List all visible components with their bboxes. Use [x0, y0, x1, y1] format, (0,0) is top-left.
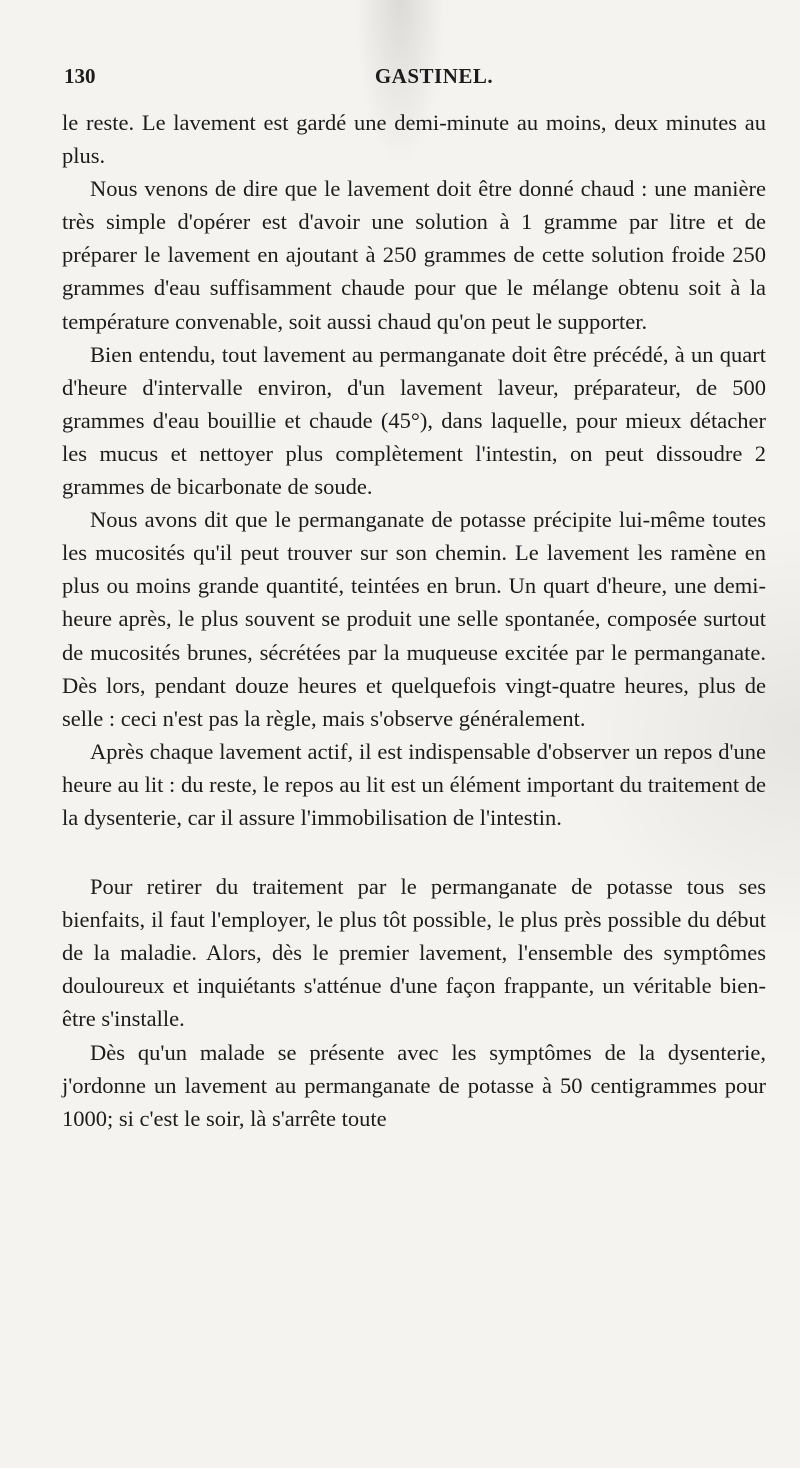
- section-gap: [62, 834, 766, 870]
- paragraph-chaud: Nous venons de dire que le lavement doit être donné chaud : une manière très simple d'opérer est d'avoir une solution à 1 gramme par litre et de préparer le lavement en ajoutant à 250 grammes de cette solution froide 250 grammes d'eau suffisamment chaude pour que le mélange obtenu soit à la température convenable, soit aussi chaud qu'on peut le supporter.: [62, 176, 766, 334]
- page-number: 130: [64, 64, 96, 88]
- running-title: GASTINEL.: [374, 64, 494, 88]
- paragraph-continuation: le reste. Le lavement est gardé une demi-minute au moins, deux minutes au plus.: [62, 110, 766, 169]
- paragraph-mucosites: Nous avons dit que le permanganate de potasse précipite lui-même toutes les mucosités qu'il peut trouver sur son chemin. Le lavement les ramène en plus ou moins grande quantité, teintées en brun. Un quart d'heure, une demi-heure après, le plus souvent se produit une selle spontanée, composée surtout de mucosités brunes, sécrétées par la muqueuse excitée par le permanganate. Dès lors, pendant douze heures et quelquefois vingt-quatre heures, plus de selle : ceci n'est pas la règle, mais s'observe généralement.: [62, 507, 766, 731]
- paragraph-repos: Après chaque lavement actif, il est indispensable d'observer un repos d'une heure au lit : du reste, le repos au lit est un élément important du traitement de la dysenterie, car il assure l'immobilisation de l'intestin.: [62, 738, 766, 830]
- paragraph-bienfaits: Pour retirer du traitement par le permanganate de potasse tous ses bienfaits, il faut l'employer, le plus tôt possible, le plus près possible du début de la maladie. Alors, dès le premier lavement, l'ensemble des symptômes douloureux et inquiétants s'atténue d'une façon frappante, un véritable bien-être s'installe.: [62, 874, 766, 1032]
- paragraph-lavement-laveur: Bien entendu, tout lavement au permanganate doit être précédé, à un quart d'heure d'intervalle environ, d'un lavement laveur, préparateur, de 500 grammes d'eau bouillie et chaude (45°), dans laquelle, pour mieux détacher les mucus et nettoyer plus complètement l'intestin, on peut dissoudre 2 grammes de bicarbonate de soude.: [62, 341, 766, 500]
- running-head: [64, 64, 744, 92]
- body-text: [62, 106, 766, 1135]
- paragraph-dysenterie: Dès qu'un malade se présente avec les symptômes de la dysenterie, j'ordonne un lavement au permanganate de potasse à 50 centigrammes pour 1000; si c'est le soir, là s'arrête toute: [62, 1039, 766, 1131]
